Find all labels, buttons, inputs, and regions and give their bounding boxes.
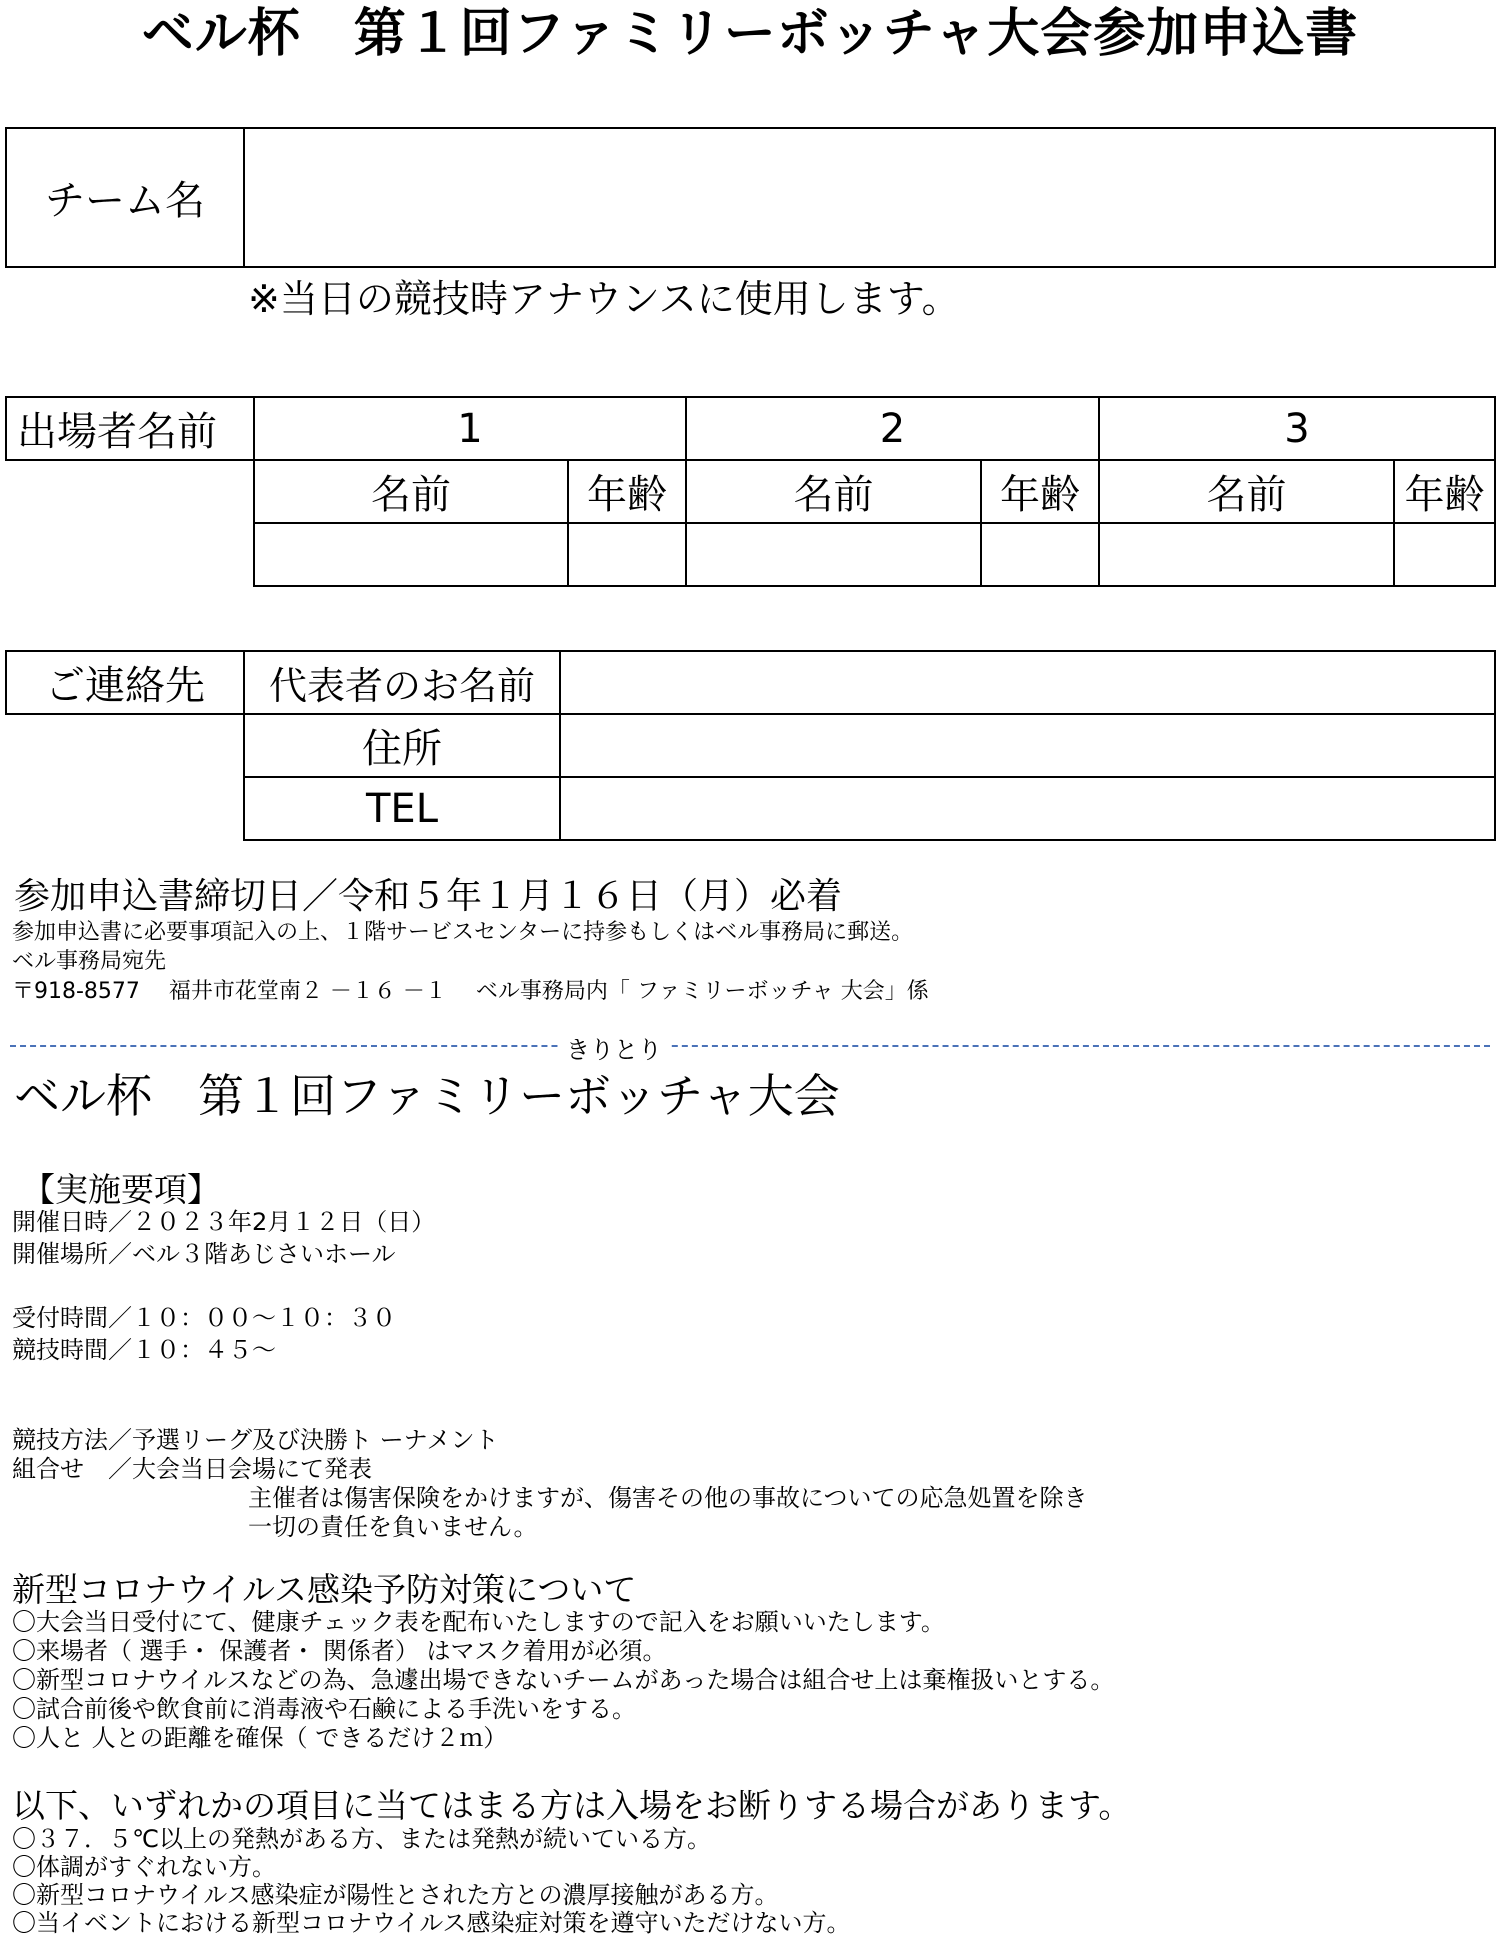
participants-label: 出場者名前: [6, 397, 254, 460]
participant-number-2: 2: [686, 397, 1099, 460]
instruction-line: ベル事務局宛先: [12, 949, 167, 974]
covid-line: 〇大会当日受付にて、健康チェック表を配布いたしますので記入をお願いいたします。: [12, 1608, 945, 1636]
team-name-field[interactable]: [244, 128, 1495, 267]
team-table: [5, 127, 1496, 268]
participant-1-age-field[interactable]: [568, 523, 686, 586]
insurance-line: 一切の責任を負いません。: [248, 1513, 538, 1541]
participant-number-1: 1: [254, 397, 686, 460]
covid-heading: 新型コロナウイルス感染予防対策について: [12, 1570, 637, 1609]
contact-table: [5, 650, 1496, 841]
participant-age-header: 年齢: [1394, 460, 1495, 523]
covid-line: 〇来場者（ 選手・ 保護者・ 関係者） はマスク着用が必須。: [12, 1637, 667, 1665]
refusal-line: 〇体調がすぐれない方。: [12, 1853, 276, 1881]
outline-line: 受付時間／１０：００～１０：３０: [12, 1304, 396, 1332]
refusal-line: 〇新型コロナウイルス感染症が陽性とされた方との濃厚接触がある方。: [12, 1881, 779, 1909]
participant-number-3: 3: [1099, 397, 1495, 460]
cut-label: きりとり: [560, 1030, 668, 1065]
participant-name-header: 名前: [1099, 460, 1394, 523]
participants-table: [5, 396, 1496, 587]
event-title: ベル杯 第１回ファミリーボッチャ大会: [14, 1069, 840, 1123]
contact-tel-label: TEL: [244, 777, 560, 840]
rules-line: 組合せ ／大会当日会場にて発表: [12, 1455, 372, 1483]
participant-1-name-field[interactable]: [254, 523, 568, 586]
contact-label: ご連絡先: [6, 651, 244, 714]
participant-name-header: 名前: [686, 460, 981, 523]
participant-3-name-field[interactable]: [1099, 523, 1394, 586]
team-note: ※当日の競技時アナウンスに使用します。: [248, 277, 960, 321]
contact-address-field[interactable]: [560, 714, 1495, 777]
refusal-line: 〇当イベントにおける新型コロナウイルス感染症対策を遵守いただけない方。: [12, 1909, 851, 1937]
participant-age-header: 年齢: [568, 460, 686, 523]
refusal-line: 〇３７．５℃以上の発熱がある方、または発熱が続いている方。: [12, 1825, 711, 1853]
form-title: ベル杯 第１回ファミリーボッチャ大会参加申込書: [141, 4, 1359, 64]
contact-rep-field[interactable]: [560, 651, 1495, 714]
participant-age-header: 年齢: [981, 460, 1099, 523]
outline-line: 開催場所／ベル３階あじさいホール: [12, 1240, 396, 1268]
contact-blank-cell: [6, 714, 244, 840]
participant-2-name-field[interactable]: [686, 523, 981, 586]
cut-line: [10, 1045, 1490, 1047]
team-name-label: チーム名: [6, 128, 244, 267]
participants-blank-cell: [6, 460, 254, 586]
refusal-heading: 以下、いずれかの項目に当てはまる方は入場をお断りする場合があります。: [12, 1786, 1132, 1825]
outline-line: 開催日時／２０２３年2月１２日（日）: [12, 1208, 436, 1236]
outline-line: 競技時間／１０：４５～: [12, 1336, 276, 1364]
outline-heading: 【実施要項】: [22, 1170, 220, 1209]
contact-tel-field[interactable]: [560, 777, 1495, 840]
rules-line: 競技方法／予選リーグ及び決勝ト ーナメント: [12, 1426, 499, 1454]
participant-2-age-field[interactable]: [981, 523, 1099, 586]
instruction-line: 参加申込書に必要事項記入の上、１階サービスセンターに持参もしくはベル事務局に郵送。: [12, 920, 914, 945]
covid-line: 〇新型コロナウイルスなどの為、急遽出場できないチームがあった場合は組合せ上は棄権扱いとする。: [12, 1666, 1115, 1694]
contact-rep-label: 代表者のお名前: [244, 651, 560, 714]
insurance-line: 主催者は傷害保険をかけますが、傷害その他の事故についての応急処置を除き: [248, 1484, 1088, 1512]
deadline-text: 参加申込書締切日／令和５年１月１６日（月）必着: [14, 876, 843, 917]
instruction-line: 〒918-8577 福井市花堂南２ －１６ －１ ベル事務局内「 ファミリーボッチャ 大会」係: [12, 979, 929, 1004]
contact-address-label: 住所: [244, 714, 560, 777]
participant-3-age-field[interactable]: [1394, 523, 1495, 586]
participant-name-header: 名前: [254, 460, 568, 523]
covid-line: 〇試合前後や飲食前に消毒液や石鹸による手洗いをする。: [12, 1695, 636, 1723]
covid-line: 〇人と 人との距離を確保（ できるだけ２ｍ）: [12, 1724, 508, 1752]
